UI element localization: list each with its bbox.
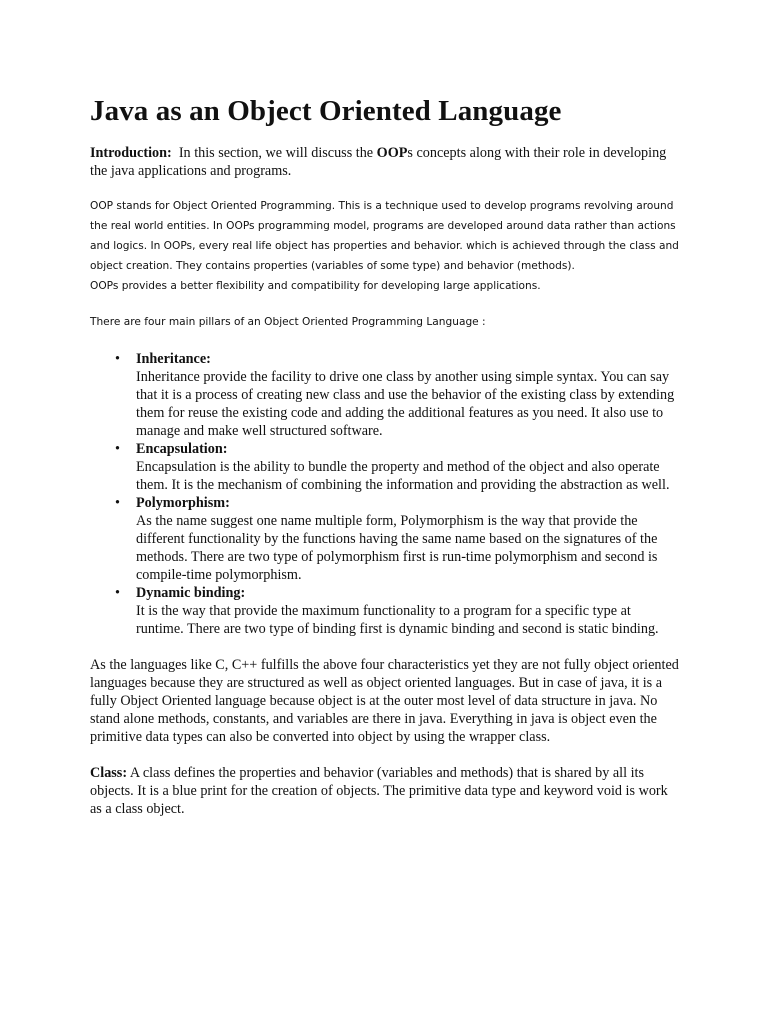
pillar-description: It is the way that provide the maximum functionality to a program for a specific type at runtime. There are two type of binding first is dynamic binding and second is static binding.: [136, 603, 659, 637]
list-item: [115, 494, 680, 584]
list-item: [115, 584, 680, 638]
oop-definition-text: OOP stands for Object Oriented Programming. This is a technique used to develop programs revolving around the real world entities. In OOPs programming model, programs are developed around data rather than actions and logics. In OOPs, every real life object has properties and behavior. which is achieved through the class and object creation. They contains properties (variables of some type) and behavior (methods).: [90, 200, 679, 272]
list-item: [115, 350, 680, 440]
oop-definition-block: [90, 196, 680, 296]
bullet-icon: •: [115, 441, 120, 457]
bullet-icon: •: [115, 351, 120, 367]
introduction-oop-emphasis: OOP: [376, 145, 408, 161]
introduction-paragraph: [90, 144, 680, 180]
bullet-icon: •: [115, 495, 120, 511]
pillar-name: Inheritance:: [136, 351, 211, 367]
introduction-text-before: In this section, we will discuss the: [178, 145, 374, 161]
pillar-description: As the name suggest one name multiple form, Polymorphism is the way that provide the different functionality by the functions having the same name based on the signatures of the methods. There are two type of polymorphism first is run-time polymorphism and second is compile-time polymorphism.: [136, 513, 658, 583]
page-title: Java as an Object Oriented Language: [90, 95, 562, 127]
class-paragraph: [90, 764, 680, 818]
pillar-name: Encapsulation:: [136, 441, 228, 457]
languages-paragraph: As the languages like C, C++ fulfills the above four characteristics yet they are not fully object oriented languages because they are structured as well as object oriented languages. But in case of java, it is a fully Object Oriented language because object is at the outer most level of data structure in java. No stand alone methods, constants, and variables are there in java. Everything in java is object even the primitive data types can also be converted into object by using the wrapper class.: [90, 657, 679, 745]
pillars-heading: There are four main pillars of an Object Oriented Programming Language :: [90, 316, 486, 328]
class-label: Class:: [90, 765, 128, 781]
pillars-list: [90, 350, 680, 638]
list-item: [115, 440, 680, 494]
document-page: [90, 92, 680, 836]
pillar-description: Encapsulation is the ability to bundle the property and method of the object and also operate them. It is the mechanism of combining the information and providing the abstraction as well.: [136, 459, 670, 493]
introduction-text-after: s concepts along with their role in developing the java applications and programs.: [90, 145, 667, 179]
class-text: A class defines the properties and behavior (variables and methods) that is shared by all its objects. It is a blue print for the creation of objects. The primitive data type and keyword void is work as a class object.: [90, 765, 668, 817]
pillar-name: Dynamic binding:: [136, 585, 246, 601]
oop-benefits-text: OOPs provides a better flexibility and compatibility for developing large applications.: [90, 280, 541, 292]
introduction-label: Introduction:: [90, 145, 172, 161]
bullet-icon: •: [115, 585, 120, 601]
pillar-description: Inheritance provide the facility to drive one class by another using simple syntax. You can say that it is a process of creating new class and use the behavior of the existing class by extending them for reuse the existing code and adding the additional features as you need. It also use to manage and make well structured software.: [136, 369, 675, 439]
pillar-name: Polymorphism:: [136, 495, 230, 511]
